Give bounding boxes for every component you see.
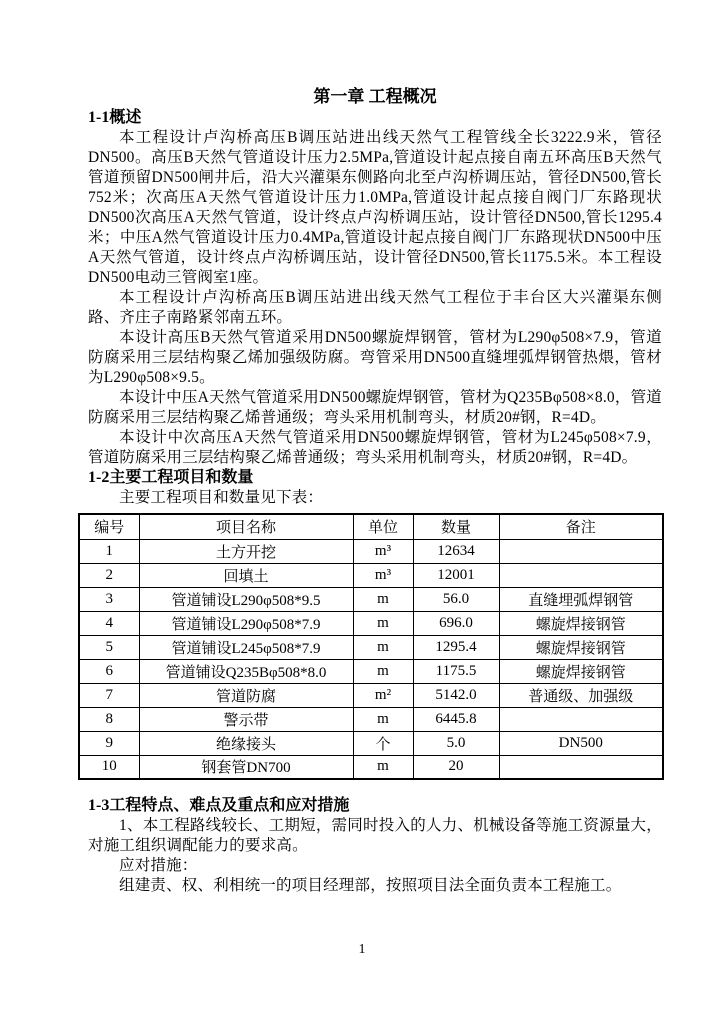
features-paragraph-1: 1、本工程路线较长、工期短，需同时投入的人力、机械设备等施工资源量大，对施工组织调配能力的要求高。 [88, 817, 662, 854]
cell-quantity: 1295.4 [413, 635, 499, 659]
table-header-row [79, 514, 663, 539]
cell-quantity: 12634 [413, 539, 499, 563]
column-header-unit: 单位 [353, 514, 413, 539]
section-1-1-heading: 1-1概述 [88, 109, 142, 126]
cell-remarks: DN500 [499, 731, 663, 755]
cell-unit: m [353, 587, 413, 611]
cell-unit: m³ [353, 563, 413, 587]
cell-item-name: 警示带 [139, 707, 353, 731]
cell-remarks [499, 755, 663, 779]
cell-item-name: 管道铺设Q235Bφ508*8.0 [139, 659, 353, 683]
cell-quantity: 5142.0 [413, 683, 499, 707]
cell-item-name: 管道铺设L245φ508*7.9 [139, 635, 353, 659]
cell-unit: m [353, 635, 413, 659]
column-header-quantity: 数量 [413, 514, 499, 539]
cell-number: 5 [79, 635, 139, 659]
table-row [79, 683, 663, 707]
cell-unit: 个 [353, 731, 413, 755]
cell-number: 9 [79, 731, 139, 755]
cell-quantity: 696.0 [413, 611, 499, 635]
overview-paragraph-2: 本工程设计卢沟桥高压B调压站进出线天然气工程位于丰台区大兴灌渠东侧路、齐庄子南路紧邻南五环。 [88, 289, 662, 326]
cell-number: 10 [79, 755, 139, 779]
cell-quantity: 20 [413, 755, 499, 779]
cell-quantity: 5.0 [413, 731, 499, 755]
cell-item-name: 土方开挖 [139, 539, 353, 563]
cell-remarks: 螺旋焊接钢管 [499, 611, 663, 635]
column-header-item-name: 项目名称 [139, 514, 353, 539]
cell-unit: m [353, 707, 413, 731]
cell-item-name: 回填土 [139, 563, 353, 587]
section-1-3-heading: 1-3工程特点、难点及重点和应对措施 [88, 797, 350, 814]
column-header-number: 编号 [79, 514, 139, 539]
overview-paragraph-4: 本设计中压A天然气管道采用DN500螺旋焊钢管，管材为Q235Bφ508×8.0，管道防腐采用三层结构聚乙烯普通级；弯头采用机制弯头，材质20#钢，R=4D。 [88, 389, 662, 426]
cell-quantity: 1175.5 [413, 659, 499, 683]
cell-item-name: 管道铺设L290φ508*9.5 [139, 587, 353, 611]
cell-quantity: 56.0 [413, 587, 499, 611]
page-number: 1 [358, 942, 366, 957]
cell-remarks [499, 563, 663, 587]
table-row [79, 539, 663, 563]
table-row [79, 563, 663, 587]
document-content [88, 86, 662, 896]
table-intro-text: 主要工程项目和数量见下表： [119, 489, 324, 506]
cell-unit: m [353, 659, 413, 683]
overview-paragraph-5: 本设计中次高压A天然气管道采用DN500螺旋焊钢管，管材为L245φ508×7.9，管道防腐采用三层结构聚乙烯普通级；弯头采用机制弯头，材质20#钢，R=4D。 [88, 429, 662, 466]
cell-remarks: 普通级、加强级 [499, 683, 663, 707]
cell-number: 6 [79, 659, 139, 683]
cell-number: 1 [79, 539, 139, 563]
cell-number: 4 [79, 611, 139, 635]
table-row [79, 611, 663, 635]
section-1-2-heading: 1-2主要工程项目和数量 [88, 469, 254, 486]
cell-unit: m³ [353, 539, 413, 563]
cell-remarks: 螺旋焊接钢管 [499, 659, 663, 683]
cell-item-name: 绝缘接头 [139, 731, 353, 755]
quantity-table [78, 513, 664, 780]
cell-remarks [499, 539, 663, 563]
countermeasure-paragraph: 组建责、权、利相统一的项目经理部，按照项目法全面负责本工程施工。 [119, 877, 622, 894]
cell-remarks: 螺旋焊接钢管 [499, 635, 663, 659]
cell-number: 7 [79, 683, 139, 707]
table-row [79, 755, 663, 779]
table-row [79, 707, 663, 731]
cell-unit: m [353, 611, 413, 635]
cell-remarks [499, 707, 663, 731]
overview-paragraph-3: 本设计高压B天然气管道采用DN500螺旋焊钢管，管材为L290φ508×7.9，管道防腐采用三层结构聚乙烯加强级防腐。弯管采用DN500直缝埋弧焊钢管热煨，管材为L290φ508×9.5。 [88, 329, 662, 386]
chapter-title: 第一章 工程概况 [313, 87, 437, 106]
cell-item-name: 管道防腐 [139, 683, 353, 707]
column-header-remarks: 备注 [499, 514, 663, 539]
cell-item-name: 管道铺设L290φ508*7.9 [139, 611, 353, 635]
table-row [79, 587, 663, 611]
cell-number: 3 [79, 587, 139, 611]
cell-unit: m [353, 755, 413, 779]
cell-item-name: 钢套管DN700 [139, 755, 353, 779]
overview-paragraph-1: 本工程设计卢沟桥高压B调压站进出线天然气工程管线全长3222.9米，管径DN500。高压B天然气管道设计压力2.5MPa,管道设计起点接自南五环高压B天然气管道预留DN500闸井后，沿大兴灌渠东侧路向北至卢沟桥调压站，管径DN500,管长752米；次高压A天然气管道设计压力1.0MPa,管道设计起点接自阀门厂东路现状DN500次高压A天然气管道，设计终点卢沟桥调压站，设计管径DN500,管长1295.4米；中压A然气管道设计压力0.4MPa,管道设计起点接自阀门厂东路现状DN500中压A天然气管道，设计终点卢沟桥调压站，设计管径DN500,管长1175.5米。本工程设DN500电动三管阀室1座。 [88, 129, 662, 286]
table-row [79, 731, 663, 755]
cell-unit: m² [353, 683, 413, 707]
table-row [79, 635, 663, 659]
countermeasure-label: 应对措施： [119, 857, 198, 874]
cell-quantity: 12001 [413, 563, 499, 587]
cell-quantity: 6445.8 [413, 707, 499, 731]
cell-number: 8 [79, 707, 139, 731]
table-row [79, 659, 663, 683]
cell-number: 2 [79, 563, 139, 587]
cell-remarks: 直缝埋弧焊钢管 [499, 587, 663, 611]
